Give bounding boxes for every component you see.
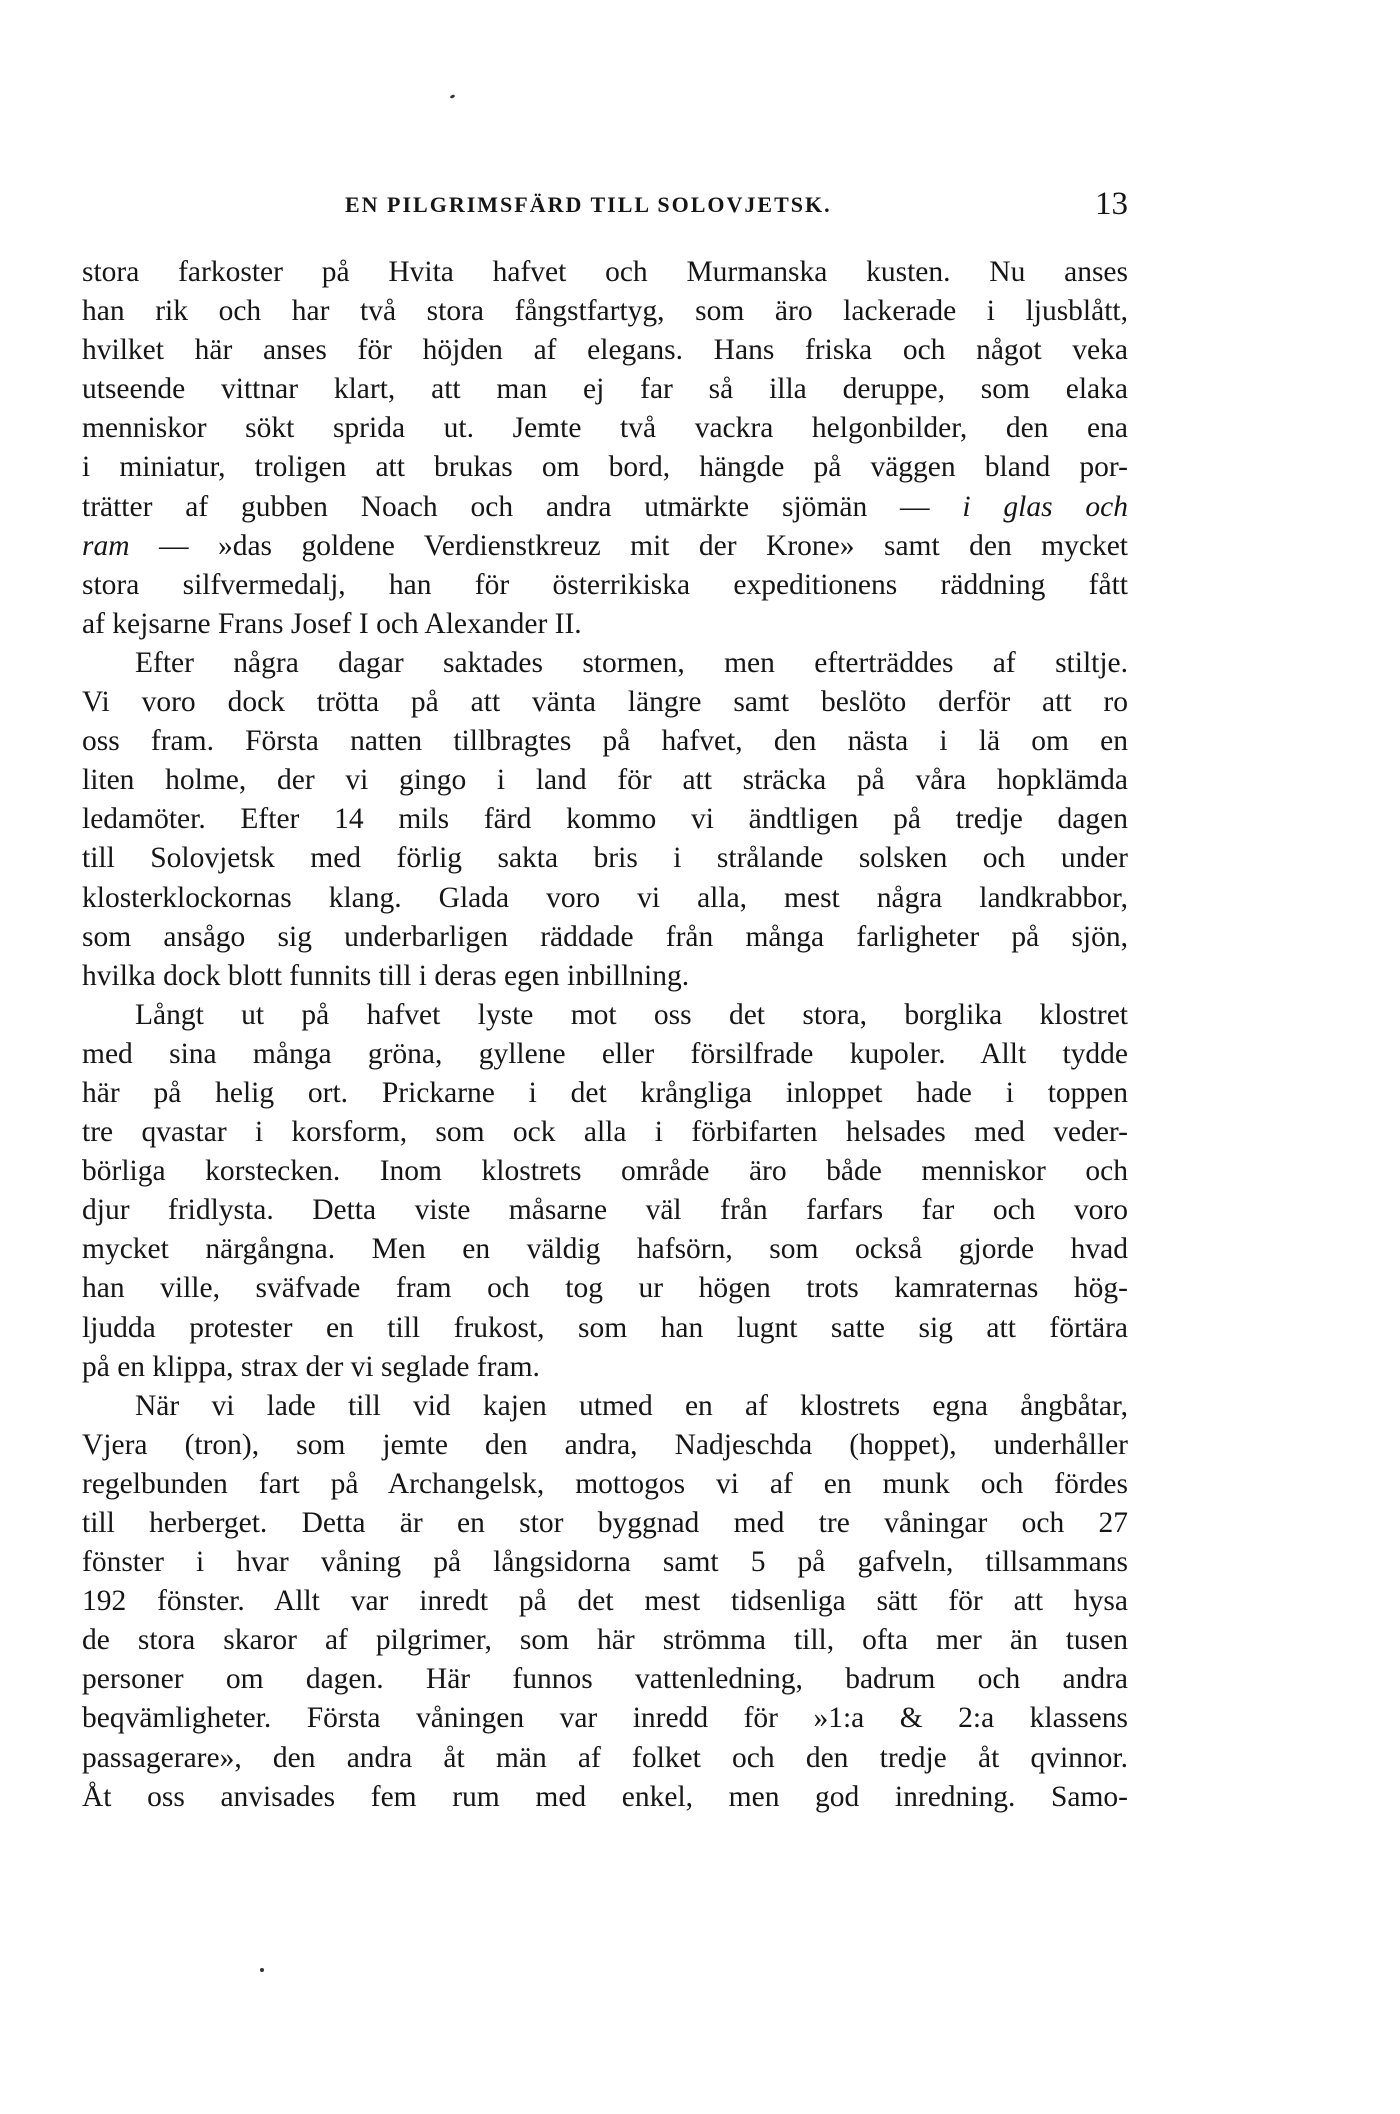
text-line: Åt oss anvisades fem rum med enkel, men god inredning. Samo- (82, 1780, 1128, 1813)
text-line: som ansågo sig underbarligen räddade från många farligheter på sjön, (82, 920, 1128, 953)
text-line: till Solovjetsk med förlig sakta bris i strålande solsken och under (82, 842, 1128, 875)
text-line: oss fram. Första natten tillbragtes på hafvet, den nästa i lä om en (82, 725, 1128, 758)
text-line: När vi lade till vid kajen utmed en af klostrets egna ångbåtar, (135, 1389, 1128, 1422)
text-line: de stora skaror af pilgrimer, som här strömma till, ofta mer än tusen (82, 1624, 1128, 1657)
text-line: här på helig ort. Prickarne i det krångliga inloppet hade i toppen (82, 1076, 1128, 1109)
text-line: klosterklockornas klang. Glada voro vi alla, mest några landkrabbor, (82, 881, 1128, 914)
text-line: stora farkoster på Hvita hafvet och Murmanska kusten. Nu anses (82, 256, 1128, 288)
text-line: Efter några dagar saktades stormen, men efterträddes af stiltje. (135, 646, 1128, 679)
text-line: ljudda protester en till frukost, som han lugnt satte sig att förtära (82, 1311, 1128, 1344)
page-number: 13 (1095, 186, 1128, 222)
text-line: hvilka dock blott funnits till i deras egen inbillning. (82, 959, 690, 992)
text-line: Långt ut på hafvet lyste mot oss det stora, borglika klostret (135, 998, 1128, 1031)
text-line: af kejsarne Frans Josef I och Alexander II. (82, 607, 582, 640)
text-line: hvilket här anses för höjden af elegans. Hans friska och något veka (82, 334, 1128, 367)
text-line: på en klippa, strax der vi seglade fram. (82, 1350, 540, 1383)
text-line: börliga korstecken. Inom klostrets område äro både menniskor och (82, 1155, 1128, 1188)
text-line: djur fridlysta. Detta viste måsarne väl från farfars far och voro (82, 1194, 1128, 1227)
ink-speck (450, 94, 456, 99)
text-line: stora silfvermedalj, han för österrikiska expeditionens räddning fått (82, 568, 1128, 601)
text-line: han ville, sväfvade fram och tog ur högen trots kamraternas hög- (82, 1272, 1128, 1305)
text-line: han rik och har två stora fångstfartyg, som äro lackerade i ljusblått, (82, 295, 1128, 328)
text-line: beqvämligheter. Första våningen var inredd för »1:a & 2:a klassens (82, 1702, 1128, 1735)
text-line: ram — »das goldene Verdienstkreuz mit der Krone» samt den mycket (82, 529, 1128, 562)
running-title: EN PILGRIMSFÄRD TILL SOLOVJETSK. (345, 192, 832, 217)
text-line: regelbunden fart på Archangelsk, mottogos vi af en munk och fördes (82, 1467, 1128, 1500)
body-text (82, 253, 1128, 1817)
text-line: utseende vittnar klart, att man ej far så illa deruppe, som elaka (82, 373, 1128, 406)
text-line: Vjera (tron), som jemte den andra, Nadjeschda (hoppet), underhåller (82, 1428, 1128, 1461)
text-line: mycket närgångna. Men en väldig hafsörn, som också gjorde hvad (82, 1233, 1128, 1266)
ink-speck (260, 1968, 264, 1972)
text-line: liten holme, der vi gingo i land för att sträcka på våra hopklämda (82, 764, 1128, 797)
text-line: ledamöter. Efter 14 mils färd kommo vi ändtligen på tredje dagen (82, 803, 1128, 836)
text-line: tre qvastar i korsform, som ock alla i förbifarten helsades med veder- (82, 1116, 1128, 1149)
text-line: med sina många gröna, gyllene eller försilfrade kupoler. Allt tydde (82, 1037, 1128, 1070)
text-line: till herberget. Detta är en stor byggnad med tre våningar och 27 (82, 1507, 1128, 1539)
text-line: trätter af gubben Noach och andra utmärkte sjömän — i glas och (82, 490, 1129, 523)
text-line: i miniatur, troligen att brukas om bord, hängde på väggen bland por- (82, 451, 1128, 484)
text-line: personer om dagen. Här funnos vattenledning, badrum och andra (82, 1663, 1128, 1696)
text-line: menniskor sökt sprida ut. Jemte två vackra helgonbilder, den ena (82, 412, 1128, 445)
text-line: Vi voro dock trötta på att vänta längre samt beslöto derför att ro (82, 686, 1128, 719)
text-line: fönster i hvar våning på långsidorna samt 5 på gafveln, tillsammans (82, 1546, 1128, 1579)
text-line: 192 fönster. Allt var inredt på det mest tidsenliga sätt för att hysa (82, 1585, 1128, 1618)
text-line: passagerare», den andra åt män af folket och den tredje åt qvinnor. (82, 1741, 1128, 1774)
